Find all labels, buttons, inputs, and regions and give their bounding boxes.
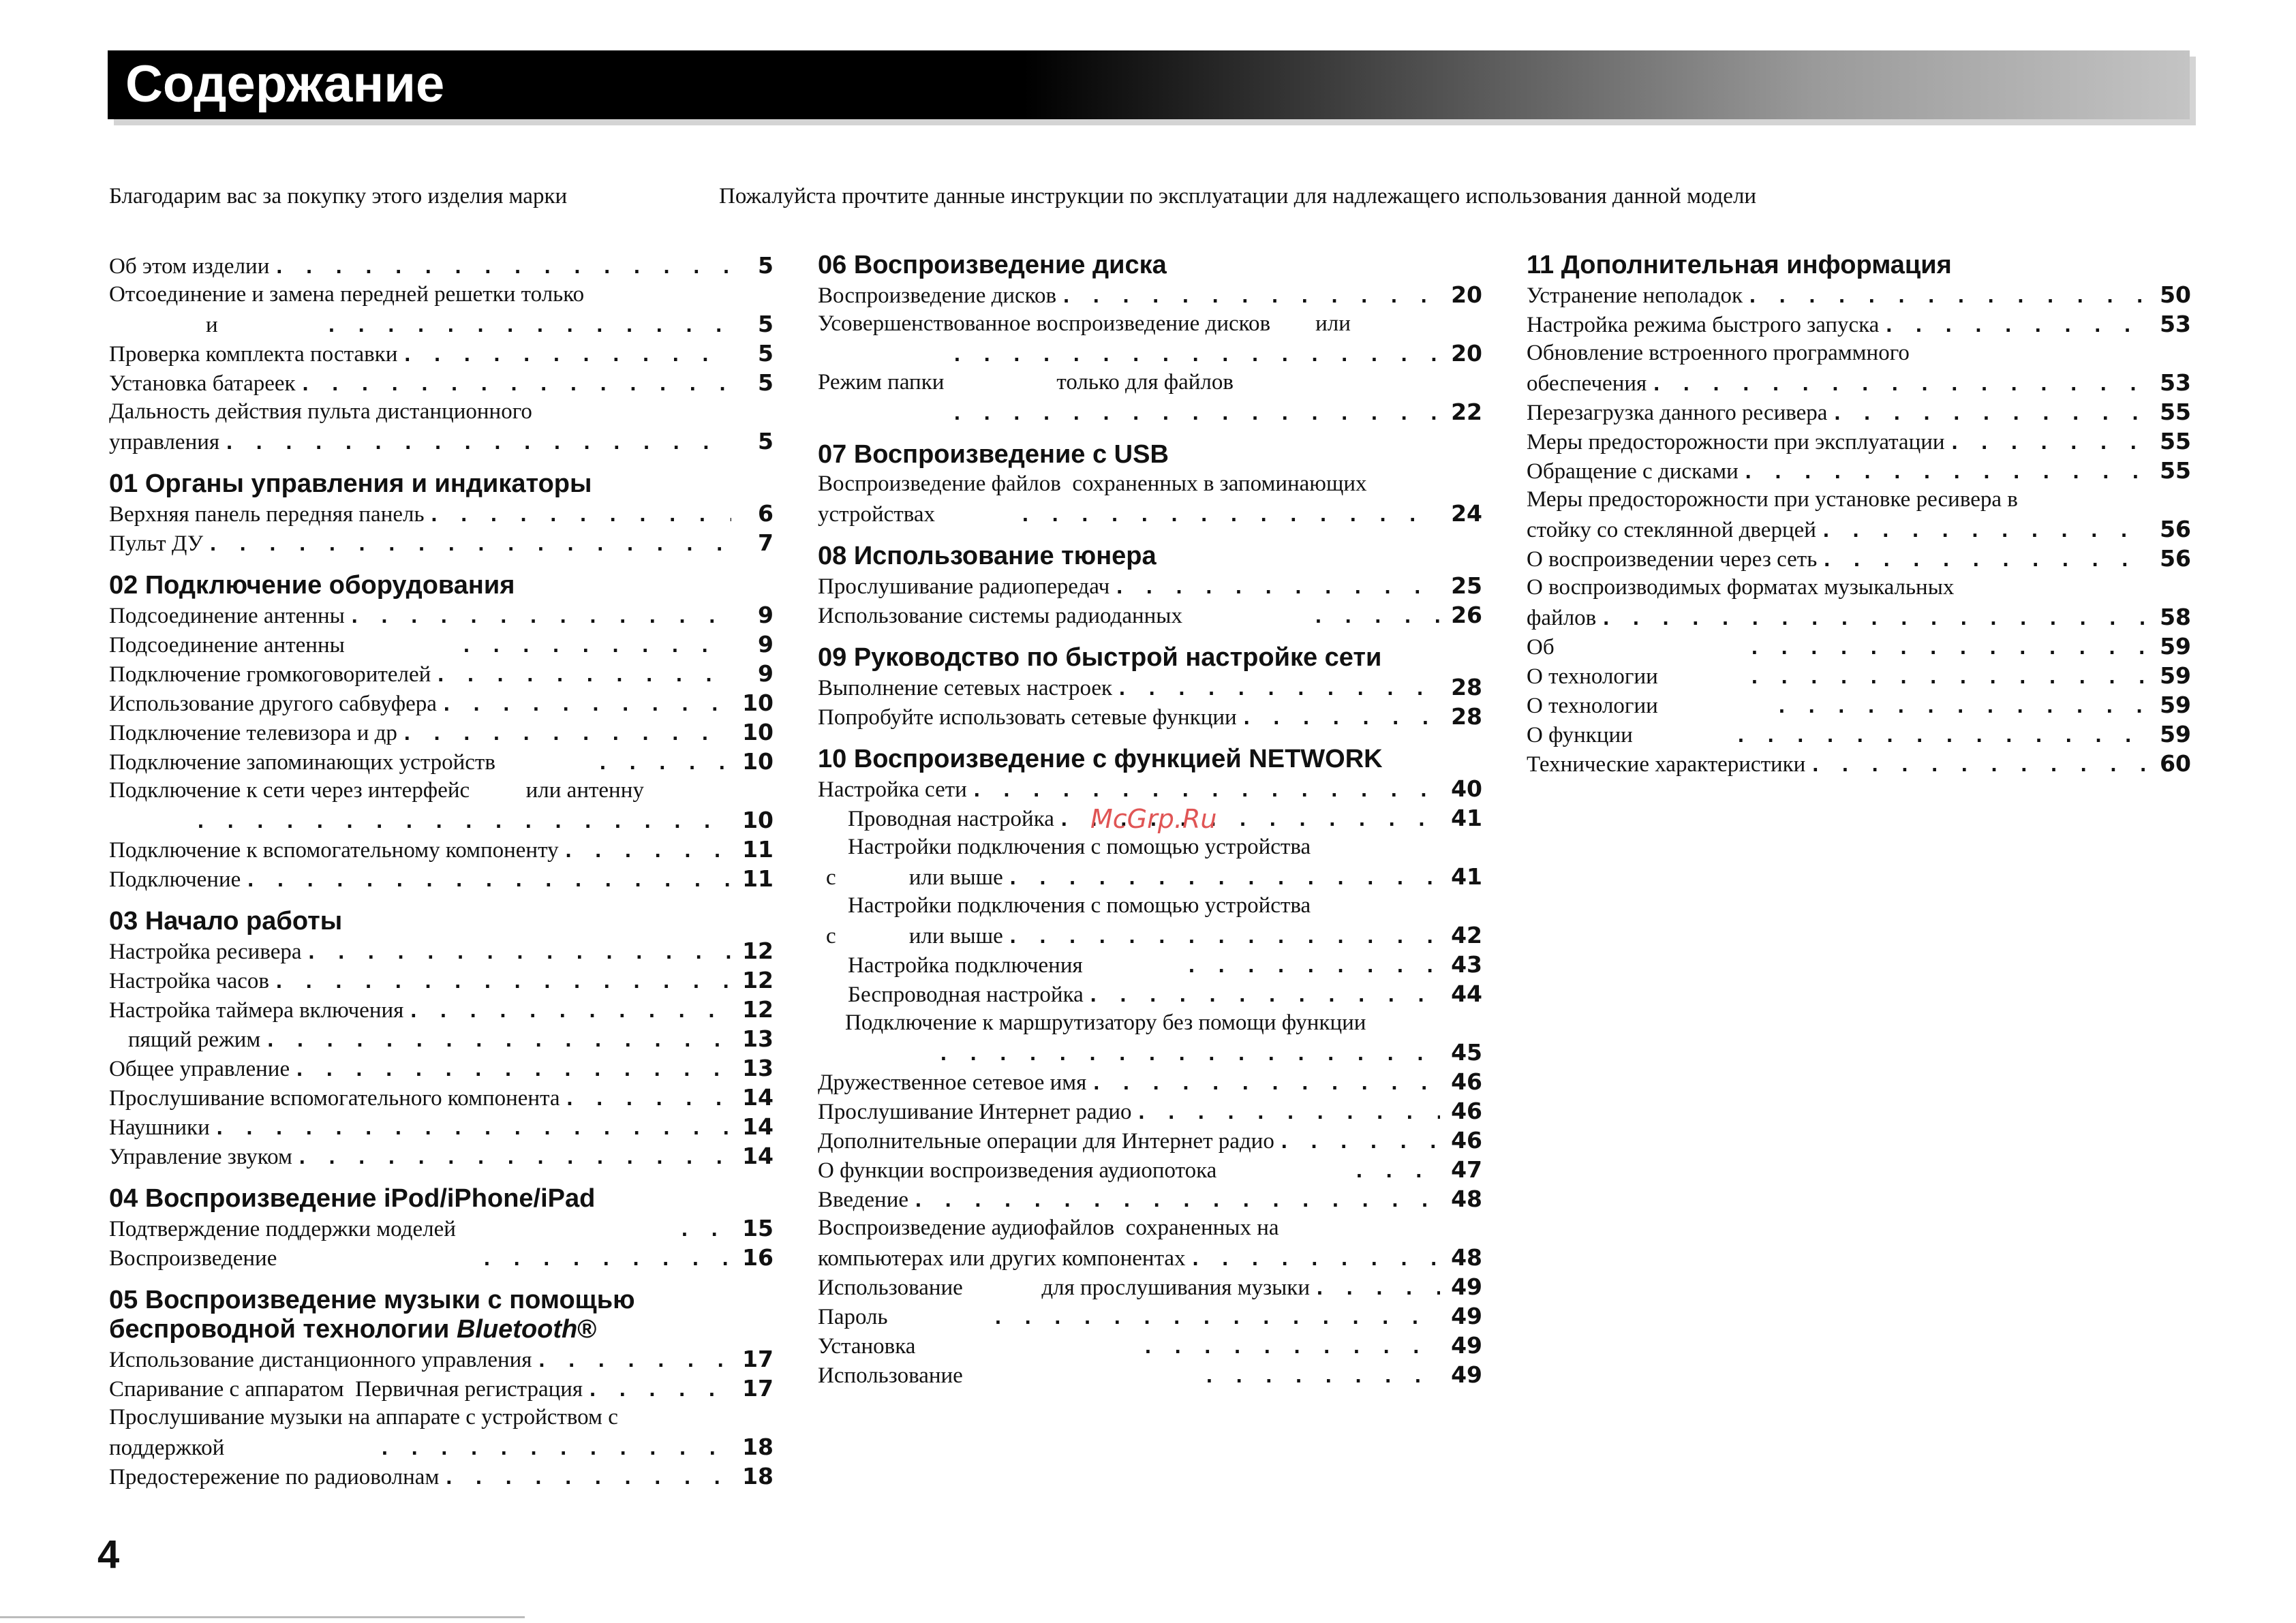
bottom-divider (0, 1616, 525, 1618)
toc-entry[interactable]: Настройка подключения . . . 43 (818, 950, 1482, 979)
toc-entry[interactable]: Попробуйте использовать сетевые функции . . . 28 (818, 702, 1482, 731)
toc-section-01 (109, 469, 774, 557)
toc-column-3 (1527, 251, 2191, 778)
toc-entry[interactable]: Установка . . . 49 (818, 1331, 1482, 1360)
toc-entry[interactable]: Использование системы радиоданных . . . 26 (818, 600, 1482, 630)
toc-entry[interactable]: . . . 45 (818, 1038, 1482, 1067)
toc-section-03 (109, 907, 774, 1171)
toc-column-1 (109, 251, 774, 1491)
toc-entry-line: О воспроизводимых форматах музыкальных (1527, 575, 1955, 600)
toc-entry[interactable]: Общее управление . . . 13 (109, 1053, 774, 1083)
toc-section-07 (818, 440, 1482, 528)
toc-entry[interactable]: Перезагрузка данного ресивера . . . 55 (1527, 397, 2191, 427)
page-number: 4 (97, 1532, 120, 1577)
toc-entry[interactable]: . . . 10 (109, 805, 774, 835)
toc-entry[interactable]: с или выше . . . 41 (818, 862, 1482, 891)
toc-section-general (109, 251, 774, 456)
toc-entry[interactable]: устройствах . . . 24 (818, 499, 1482, 528)
toc-section-08 (818, 542, 1482, 630)
toc-entry-line: Воспроизведение файлов сохраненных в запоминающих (818, 472, 1367, 496)
toc-section-09 (818, 643, 1482, 731)
toc-entry[interactable]: Подключение запоминающих устройств . . . 10 (109, 747, 774, 776)
toc-entry-line: Обновление встроенного программного (1527, 341, 1910, 365)
toc-entry[interactable]: Настройка таймера включения . . . 12 (109, 995, 774, 1024)
header-bar (108, 50, 2190, 119)
toc-entry-line: Режим папки только для файлов (818, 370, 1234, 395)
toc-entry[interactable]: Предостережение по радиоволнам . . . 18 (109, 1462, 774, 1491)
toc-section-11 (1527, 251, 2191, 778)
toc-entry[interactable]: Выполнение сетевых настроек . . . 28 (818, 673, 1482, 702)
toc-entry[interactable]: поддержкой . . . 18 (109, 1432, 774, 1462)
toc-entry[interactable]: Меры предосторожности при эксплуатации . . . 55 (1527, 427, 2191, 456)
toc-entry[interactable]: Устранение неполадок . . . 50 (1527, 280, 2191, 309)
toc-entry[interactable]: Технические характеристики . . . 60 (1527, 749, 2191, 778)
section-heading: 02 Подключение оборудования (109, 571, 515, 600)
toc-entry[interactable]: Использование . . . 49 (818, 1360, 1482, 1389)
toc-entry[interactable]: Об этом изделии . . . 5 (109, 251, 774, 280)
toc-entry[interactable]: и . . . 5 (109, 309, 774, 339)
toc-entry[interactable]: . . . 22 (818, 397, 1482, 427)
section-heading: 07 Воспроизведение с USB (818, 440, 1169, 469)
section-heading: 08 Использование тюнера (818, 542, 1157, 570)
toc-entry-line: Воспроизведение аудиофайлов сохраненных на (818, 1216, 1279, 1240)
toc-entry[interactable]: Наушники . . . 14 (109, 1112, 774, 1141)
toc-entry[interactable]: Подключение к вспомогательному компоненту . . . 11 (109, 835, 774, 864)
toc-section-04 (109, 1184, 774, 1272)
toc-entry[interactable]: О функции воспроизведения аудиопотока . . . 47 (818, 1155, 1482, 1184)
section-heading: 11 Дополнительная информация (1527, 251, 1952, 279)
section-heading: 03 Начало работы (109, 907, 343, 936)
watermark: McGrp.Ru (1090, 804, 1217, 834)
toc-entry[interactable]: Управление звуком . . . 14 (109, 1141, 774, 1171)
toc-entry[interactable]: обеспечения . . . 53 (1527, 368, 2191, 397)
toc-entry[interactable]: Подсоединение антенны . . . 9 (109, 630, 774, 659)
toc-entry[interactable]: с или выше . . . 42 (818, 921, 1482, 950)
toc-entry[interactable]: файлов . . . 58 (1527, 602, 2191, 632)
toc-entry[interactable]: Дополнительные операции для Интернет радио . . . 46 (818, 1126, 1482, 1155)
toc-entry[interactable]: Использование дистанционного управления . . . 17 (109, 1344, 774, 1374)
toc-entry-line: Настройки подключения с помощью устройства (848, 835, 1311, 859)
toc-section-06 (818, 251, 1482, 427)
toc-section-05 (109, 1286, 774, 1491)
section-heading: 01 Органы управления и индикаторы (109, 469, 592, 498)
toc-entry[interactable]: Воспроизведение . . . 16 (109, 1243, 774, 1272)
toc-entry-line: Дальность действия пульта дистанционного (109, 399, 532, 424)
toc-entry[interactable]: Подсоединение антенны . . . 9 (109, 600, 774, 630)
toc-entry[interactable]: стойку со стеклянной дверцей . . . 56 (1527, 514, 2191, 544)
toc-entry[interactable]: Обращение с дисками . . . 55 (1527, 456, 2191, 485)
toc-entry[interactable]: Настройка сети . . . 40 (818, 774, 1482, 803)
section-heading: 05 Воспроизведение музыки с помощью (109, 1286, 635, 1314)
toc-entry-line: Меры предосторожности при установке ресивера в (1527, 487, 2018, 512)
toc-entry-line: Подключение к маршрутизатору без помощи функции (845, 1010, 1366, 1035)
toc-entry[interactable]: Использование другого сабвуфера . . . 10 (109, 688, 774, 717)
toc-entry[interactable]: Подключение телевизора и др . . . 10 (109, 717, 774, 747)
toc-entry[interactable]: Прослушивание вспомогательного компонента . . . 14 (109, 1083, 774, 1112)
toc-entry[interactable]: Воспроизведение дисков . . . 20 (818, 280, 1482, 309)
toc-entry[interactable]: Подключение . . . 11 (109, 864, 774, 893)
toc-entry[interactable]: Прослушивание радиопередач . . . 25 (818, 571, 1482, 600)
toc-entry-line: Прослушивание музыки на аппарате с устройством с (109, 1405, 618, 1429)
toc-entry[interactable]: О технологии . . . 59 (1527, 661, 2191, 690)
toc-entry[interactable]: пящий режим . . . 13 (109, 1024, 774, 1053)
section-heading: 06 Воспроизведение диска (818, 251, 1167, 279)
toc-entry[interactable]: Беспроводная настройка . . . 44 (818, 979, 1482, 1008)
toc-entry[interactable]: О технологии . . . 59 (1527, 690, 2191, 720)
toc-entry[interactable]: управления . . . 5 (109, 427, 774, 456)
toc-entry[interactable]: Проверка комплекта поставки . . . 5 (109, 339, 774, 368)
bluetooth-trademark: Bluetooth (456, 1315, 578, 1344)
toc-entry-line: Подключение к сети через интерфейс или антенну (109, 778, 644, 803)
toc-entry[interactable]: Настройка часов . . . 12 (109, 965, 774, 995)
intro-text-left: Благодарим вас за покупку этого изделия марки (109, 184, 568, 208)
section-heading: 10 Воспроизведение с функцией NETWORK (818, 745, 1383, 773)
toc-section-10 (818, 745, 1482, 1389)
toc-entry-line: Усовершенствованное воспроизведение дисков или (818, 311, 1351, 336)
toc-entry[interactable]: Установка батареек . . . 5 (109, 368, 774, 397)
toc-entry[interactable]: О функции . . . 59 (1527, 720, 2191, 749)
section-heading: 09 Руководство по быстрой настройке сети (818, 643, 1382, 672)
toc-entry[interactable]: Спаривание с аппаратом Первичная регистрация . . . 17 (109, 1374, 774, 1403)
toc-entry[interactable]: Пароль . . . 49 (818, 1301, 1482, 1331)
toc-section-02 (109, 571, 774, 893)
toc-entry[interactable]: Использование для прослушивания музыки . . . 49 (818, 1272, 1482, 1301)
toc-entry[interactable]: Об . . . 59 (1527, 632, 2191, 661)
toc-entry[interactable]: Пульт ДУ . . . 7 (109, 528, 774, 557)
toc-entry[interactable]: Настройка ресивера . . . 12 (109, 936, 774, 965)
section-heading: 04 Воспроизведение iPod/iPhone/iPad (109, 1184, 596, 1213)
toc-entry[interactable]: Подтверждение поддержки моделей . . . 15 (109, 1214, 774, 1243)
toc-entry-line: Настройки подключения с помощью устройства (848, 893, 1311, 918)
toc-entry[interactable]: О воспроизведении через сеть . . . 56 (1527, 544, 2191, 573)
intro-text-right: Пожалуйста прочтите данные инструкции по эксплуатации для надлежащего использования данной модели (719, 184, 1757, 208)
section-heading-line-2: беспроводной технологии Bluetooth® (109, 1315, 597, 1344)
toc-entry[interactable]: Подключение громкоговорителей . . . 9 (109, 659, 774, 688)
toc-entry-line: Отсоединение и замена передней решетки только (109, 282, 585, 307)
toc-entry[interactable]: компьютерах или других компонентах . . . 48 (818, 1243, 1482, 1272)
page-title: Содержание (125, 55, 445, 113)
toc-entry[interactable]: Дружественное сетевое имя . . . 46 (818, 1067, 1482, 1096)
toc-entry[interactable]: . . . 20 (818, 339, 1482, 368)
toc-entry[interactable]: Верхняя панель передняя панель . . . 6 (109, 499, 774, 528)
toc-entry[interactable]: Настройка режима быстрого запуска . . . 53 (1527, 309, 2191, 339)
toc-entry[interactable]: Прослушивание Интернет радио . . . 46 (818, 1096, 1482, 1126)
toc-entry[interactable]: Проводная настройка . . . 41 (818, 803, 1482, 833)
toc-entry[interactable]: Введение . . . 48 (818, 1184, 1482, 1214)
